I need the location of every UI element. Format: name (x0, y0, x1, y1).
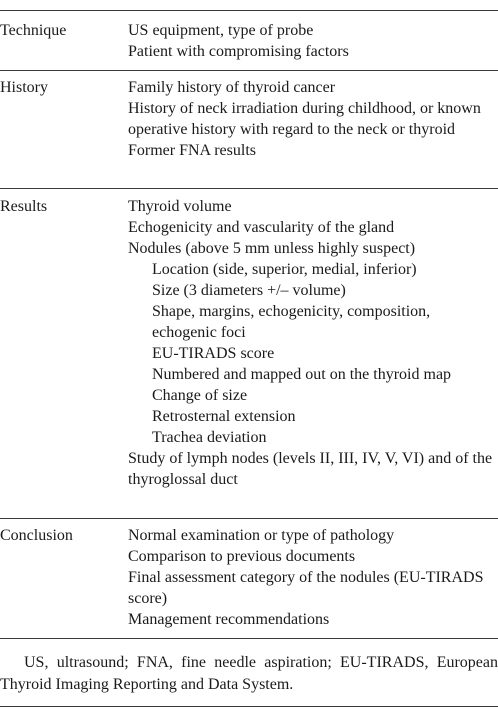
row-divider (0, 518, 498, 519)
row-label: Results (0, 198, 48, 215)
list-item: Comparison to previous documents (128, 548, 356, 565)
list-item: Thyroid volume (128, 198, 232, 215)
row-divider (0, 70, 498, 71)
row-items (128, 20, 496, 62)
row-items (128, 196, 496, 490)
row-items (128, 525, 496, 630)
row-label: Conclusion (0, 527, 73, 544)
list-item: Location (side, superior, medial, inferior) (152, 261, 417, 278)
list-item: Family history of thyroid cancer (128, 79, 336, 96)
list-item: History of neck irradiation during childhood, or known operative history with regard to the neck or thyroid (128, 100, 481, 138)
list-item: Study of lymph nodes (levels II, III, IV, V, VI) and of the thyroglossal duct (128, 450, 493, 488)
list-item: Trachea deviation (152, 429, 267, 446)
row-divider (0, 188, 498, 189)
table-bottom-rule (0, 638, 498, 639)
list-item: US equipment, type of probe (128, 22, 314, 39)
row-items (128, 77, 496, 161)
list-item: Nodules (above 5 mm unless highly suspect) (128, 240, 416, 257)
row-label: History (0, 79, 48, 96)
list-item: Normal examination or type of pathology (128, 527, 395, 544)
footnote-bottom-rule (0, 706, 498, 707)
list-item: Echogenicity and vascularity of the gland (128, 219, 395, 236)
list-item: Patient with compromising factors (128, 43, 349, 60)
table-footnote: US, ultrasound; FNA, fine needle aspiration; EU-TIRADS, European Thyroid Imaging Reporting and Data System. (0, 654, 498, 693)
list-item: Retrosternal extension (152, 408, 296, 425)
list-item: EU-TIRADS score (152, 345, 275, 362)
list-item: Management recommendations (128, 611, 330, 628)
list-item: Change of size (152, 387, 248, 404)
table-top-rule (0, 10, 498, 11)
list-item: Size (3 diameters +/– volume) (152, 282, 346, 299)
list-item: Final assessment category of the nodules (EU-TIRADS score) (128, 569, 484, 607)
list-item: Shape, margins, echogenicity, composition, echogenic foci (152, 303, 431, 341)
row-label: Technique (0, 22, 67, 39)
list-item: Former FNA results (128, 142, 256, 159)
list-item: Numbered and mapped out on the thyroid map (152, 366, 452, 383)
